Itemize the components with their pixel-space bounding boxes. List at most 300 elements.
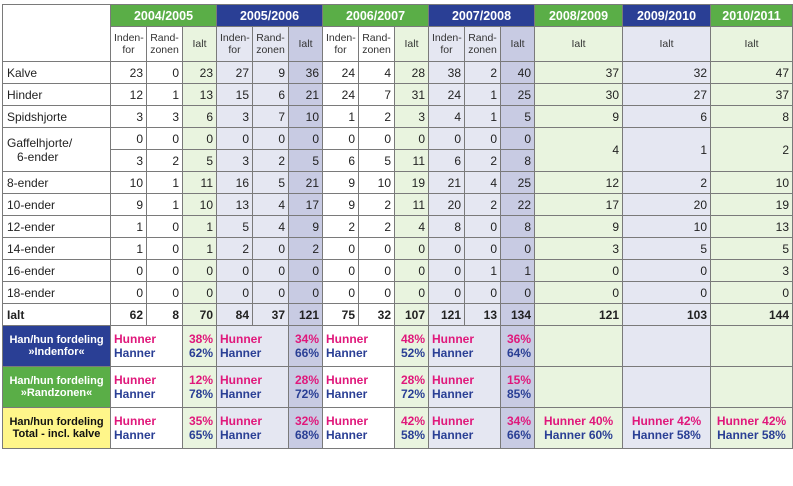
table-cell: 13: [217, 194, 253, 216]
distribution-label-line1: Han/hun fordeling: [9, 416, 104, 428]
table-cell: 62: [111, 304, 147, 326]
table-cell: 0: [289, 128, 323, 150]
table-cell: 0: [253, 282, 289, 304]
table-cell: 2: [623, 172, 711, 194]
table-cell: 0: [289, 260, 323, 282]
sub-header-ialt: Ialt: [711, 27, 793, 62]
hunner-percent: 32%: [294, 414, 319, 428]
table-cell: 5: [501, 106, 535, 128]
late-hunner: Hunner 40%: [543, 414, 614, 428]
table-cell: 23: [183, 62, 217, 84]
late-hunner: Hunner 42%: [716, 414, 787, 428]
table-cell: 17: [289, 194, 323, 216]
table-cell: 21: [429, 172, 465, 194]
table-cell: 4: [359, 62, 395, 84]
hunner-percent: 28%: [400, 373, 425, 387]
season-header: 2010/2011: [711, 5, 793, 27]
distribution-row-randzonen: [3, 367, 793, 408]
table-cell: 12: [111, 84, 147, 106]
table-cell: 0: [183, 128, 217, 150]
hanner-label: Hanner: [220, 387, 262, 401]
table-cell: 10: [289, 106, 323, 128]
table-cell: 10: [183, 194, 217, 216]
row-label: 12-ender: [3, 216, 111, 238]
sex-percent-cell: [501, 367, 535, 408]
table-cell: 0: [323, 238, 359, 260]
hanner-label: Hanner: [114, 387, 156, 401]
table-cell: 6: [253, 84, 289, 106]
table-cell: 19: [395, 172, 429, 194]
table-cell: 5: [359, 150, 395, 172]
sub-header-ialt: Ialt: [501, 27, 535, 62]
table-cell: 25: [501, 172, 535, 194]
hanner-percent: 72%: [294, 387, 319, 401]
table-cell: 1: [623, 128, 711, 172]
sex-label-cell: [429, 367, 501, 408]
table-cell: 0: [465, 128, 501, 150]
table-cell: 9: [535, 216, 623, 238]
table-cell: 2: [217, 238, 253, 260]
season-header: 2004/2005: [111, 5, 217, 27]
table-cell: 13: [711, 216, 793, 238]
table-cell: 13: [465, 304, 501, 326]
row-label: 16-ender: [3, 260, 111, 282]
table-cell: 9: [535, 106, 623, 128]
hanner-label: Hanner: [432, 428, 474, 442]
table-cell: 8: [429, 216, 465, 238]
hunner-percent: 34%: [294, 332, 319, 346]
hanner-label: Hanner: [114, 428, 156, 442]
table-cell: 0: [395, 260, 429, 282]
sub-header-randzonen: Rand- zonen: [147, 27, 183, 62]
table-cell: 5: [183, 150, 217, 172]
row-label: 14-ender: [3, 238, 111, 260]
hanner-label: Hanner: [326, 346, 368, 360]
hanner-percent: 58%: [400, 428, 425, 442]
season-header: 2009/2010: [623, 5, 711, 27]
sex-percent-cell: [395, 408, 429, 449]
table-cell: 0: [395, 238, 429, 260]
hanner-percent: 65%: [188, 428, 213, 442]
table-cell: 144: [711, 304, 793, 326]
table-cell: 1: [183, 216, 217, 238]
table-cell: 0: [359, 282, 395, 304]
table-cell: 0: [623, 282, 711, 304]
hanner-label: Hanner: [432, 387, 474, 401]
table-cell: 2: [465, 150, 501, 172]
sex-label-cell: [111, 367, 183, 408]
sex-percent-cell: [395, 367, 429, 408]
table-cell: 12: [535, 172, 623, 194]
table-cell: 0: [183, 282, 217, 304]
table-cell: 0: [395, 282, 429, 304]
table-cell: 5: [217, 216, 253, 238]
sub-header-indenfor: Inden- for: [217, 27, 253, 62]
sex-label-cell: [429, 408, 501, 449]
hunner-label: Hunner: [114, 373, 156, 387]
table-cell: 0: [429, 238, 465, 260]
table-cell: 3: [711, 260, 793, 282]
hunner-label: Hunner: [326, 373, 368, 387]
hanner-label: Hanner: [114, 346, 156, 360]
sex-percent-cell: [395, 326, 429, 367]
sex-label-cell: [111, 326, 183, 367]
hunner-label: Hunner: [220, 373, 262, 387]
sex-label-cell: [217, 408, 289, 449]
hunner-label: Hunner: [432, 414, 474, 428]
table-cell: 0: [289, 282, 323, 304]
table-cell: 0: [429, 128, 465, 150]
table-row: [3, 128, 793, 150]
season-header: 2007/2008: [429, 5, 535, 27]
hunner-percent: 15%: [506, 373, 531, 387]
distribution-label: [3, 326, 111, 367]
table-cell: 0: [217, 282, 253, 304]
sub-header-ialt: Ialt: [623, 27, 711, 62]
table-cell: 0: [147, 128, 183, 150]
sex-percent-cell: [289, 326, 323, 367]
row-label: Spidshjorte: [3, 106, 111, 128]
table-cell: 0: [323, 260, 359, 282]
table-cell: 9: [323, 194, 359, 216]
table-cell: 23: [111, 62, 147, 84]
table-cell: 0: [623, 260, 711, 282]
table-cell: 0: [253, 238, 289, 260]
row-label-line1: Gaffelhjorte/: [7, 135, 73, 150]
table-cell: 9: [253, 62, 289, 84]
hunner-label: Hunner: [114, 414, 156, 428]
season-header-row: [3, 5, 793, 27]
hunner-percent: 36%: [506, 332, 531, 346]
table-cell: 1: [465, 106, 501, 128]
hanner-label: Hanner: [326, 428, 368, 442]
distribution-row-total: [3, 408, 793, 449]
sub-header-ialt: Ialt: [183, 27, 217, 62]
late-hanner: Hanner 58%: [632, 428, 701, 442]
table-cell: 8: [501, 150, 535, 172]
table-cell: 121: [429, 304, 465, 326]
late-hunner: Hunner 42%: [631, 414, 702, 428]
table-cell: 27: [623, 84, 711, 106]
table-cell: 3: [535, 238, 623, 260]
table-row: [3, 84, 793, 106]
table-cell: 5: [253, 172, 289, 194]
table-cell: 2: [289, 238, 323, 260]
table-cell: 1: [323, 106, 359, 128]
row-label: Ialt: [3, 304, 111, 326]
sub-header-ialt: Ialt: [535, 27, 623, 62]
sub-header-indenfor: Inden- for: [429, 27, 465, 62]
table-cell: 107: [395, 304, 429, 326]
late-distribution-cell: [535, 367, 623, 408]
sex-percent-cell: [501, 408, 535, 449]
hunner-label: Hunner: [220, 332, 262, 346]
sex-percent-cell: [183, 408, 217, 449]
hanner-percent: 68%: [294, 428, 319, 442]
late-distribution-cell: [623, 326, 711, 367]
table-cell: 0: [323, 282, 359, 304]
sub-header-randzonen: Rand- zonen: [465, 27, 501, 62]
table-cell: 0: [465, 238, 501, 260]
hunner-label: Hunner: [220, 414, 262, 428]
season-header: 2005/2006: [217, 5, 323, 27]
row-label: 10-ender: [3, 194, 111, 216]
table-cell: 6: [183, 106, 217, 128]
late-distribution-cell: [623, 367, 711, 408]
hunner-percent: 12%: [188, 373, 213, 387]
table-cell: 3: [395, 106, 429, 128]
table-cell: 3: [217, 106, 253, 128]
table-cell: 20: [623, 194, 711, 216]
distribution-label-line2: »Randzonen«: [20, 387, 93, 399]
table-cell: 30: [535, 84, 623, 106]
table-cell: 4: [465, 172, 501, 194]
hanner-percent: 52%: [400, 346, 425, 360]
table-cell: 2: [359, 194, 395, 216]
hunner-label: Hunner: [114, 332, 156, 346]
table-row: [3, 304, 793, 326]
table-cell: 22: [501, 194, 535, 216]
table-cell: 31: [395, 84, 429, 106]
late-distribution-cell: [711, 367, 793, 408]
table-row: [3, 260, 793, 282]
distribution-row-indenfor: [3, 326, 793, 367]
table-cell: 2: [711, 128, 793, 172]
late-hanner: Hanner 58%: [717, 428, 786, 442]
row-label: 18-ender: [3, 282, 111, 304]
hanner-label: Hanner: [220, 346, 262, 360]
sex-percent-cell: [289, 408, 323, 449]
table-cell: 2: [147, 150, 183, 172]
sex-label-cell: [323, 367, 395, 408]
table-cell: 1: [465, 260, 501, 282]
table-cell: 28: [395, 62, 429, 84]
table-cell: 4: [395, 216, 429, 238]
hunner-percent: 34%: [506, 414, 531, 428]
table-cell: 121: [535, 304, 623, 326]
hunner-percent: 42%: [400, 414, 425, 428]
table-cell: 2: [359, 106, 395, 128]
table-cell: 121: [289, 304, 323, 326]
table-cell: 8: [711, 106, 793, 128]
table-cell: 21: [289, 172, 323, 194]
table-cell: 0: [535, 282, 623, 304]
table-row: [3, 194, 793, 216]
table-cell: 2: [359, 216, 395, 238]
late-distribution-cell: [711, 326, 793, 367]
table-cell: 36: [289, 62, 323, 84]
late-distribution-cell: [535, 408, 623, 449]
late-distribution-cell: [535, 326, 623, 367]
sex-label-cell: [217, 326, 289, 367]
row-label: Kalve: [3, 62, 111, 84]
table-cell: 0: [501, 282, 535, 304]
corner-cell: [3, 27, 111, 62]
table-cell: 0: [217, 260, 253, 282]
late-distribution-cell: [623, 408, 711, 449]
table-cell: 11: [395, 150, 429, 172]
table-cell: 37: [253, 304, 289, 326]
table-cell: 5: [623, 238, 711, 260]
table-cell: 0: [359, 238, 395, 260]
sub-header-indenfor: Inden- for: [323, 27, 359, 62]
hunner-label: Hunner: [326, 332, 368, 346]
hanner-percent: 66%: [294, 346, 319, 360]
table-row: [3, 238, 793, 260]
sub-header-indenfor: Inden- for: [111, 27, 147, 62]
table-cell: 24: [323, 84, 359, 106]
table-cell: 2: [465, 194, 501, 216]
row-label: 8-ender: [3, 172, 111, 194]
table-cell: 1: [501, 260, 535, 282]
table-cell: 1: [147, 172, 183, 194]
table-cell: 0: [147, 260, 183, 282]
table-cell: 4: [429, 106, 465, 128]
late-distribution-cell: [711, 408, 793, 449]
sex-label-cell: [111, 408, 183, 449]
table-cell: 4: [253, 216, 289, 238]
table-cell: 10: [711, 172, 793, 194]
table-cell: 16: [217, 172, 253, 194]
table-cell: 1: [465, 84, 501, 106]
table-cell: 134: [501, 304, 535, 326]
table-cell: 75: [323, 304, 359, 326]
sub-header-row: [3, 27, 793, 62]
table-cell: 13: [183, 84, 217, 106]
sub-header-randzonen: Rand- zonen: [253, 27, 289, 62]
table-cell: 0: [111, 128, 147, 150]
table-cell: 6: [429, 150, 465, 172]
table-cell: 7: [359, 84, 395, 106]
table-cell: 32: [359, 304, 395, 326]
table-cell: 0: [465, 216, 501, 238]
table-cell: 4: [253, 194, 289, 216]
table-cell: 27: [217, 62, 253, 84]
table-cell: 37: [711, 84, 793, 106]
hanner-percent: 72%: [400, 387, 425, 401]
table-cell: 1: [111, 216, 147, 238]
row-label: Hinder: [3, 84, 111, 106]
table-cell: 1: [147, 84, 183, 106]
table-cell: 24: [429, 84, 465, 106]
table-cell: 40: [501, 62, 535, 84]
table-cell: 0: [323, 128, 359, 150]
table-row: [3, 106, 793, 128]
table-cell: 9: [323, 172, 359, 194]
sex-label-cell: [323, 326, 395, 367]
table-cell: 0: [217, 128, 253, 150]
table-cell: 3: [217, 150, 253, 172]
distribution-label-line1: Han/hun fordeling: [9, 375, 104, 387]
hanner-percent: 64%: [506, 346, 531, 360]
late-hanner: Hanner 60%: [544, 428, 613, 442]
row-label-line2: 6-ender: [17, 149, 59, 164]
table-row: [3, 62, 793, 84]
hanner-percent: 85%: [506, 387, 531, 401]
table-cell: 84: [217, 304, 253, 326]
table-cell: 0: [183, 260, 217, 282]
hunner-percent: 48%: [400, 332, 425, 346]
table-cell: 7: [253, 106, 289, 128]
table-cell: 0: [535, 260, 623, 282]
table-cell: 0: [253, 260, 289, 282]
sex-percent-cell: [501, 326, 535, 367]
table-cell: 0: [429, 282, 465, 304]
table-cell: 5: [289, 150, 323, 172]
hunner-percent: 35%: [188, 414, 213, 428]
corner-cell: [3, 5, 111, 27]
hanner-percent: 62%: [188, 346, 213, 360]
hanner-label: Hanner: [220, 428, 262, 442]
table-cell: 6: [623, 106, 711, 128]
table-cell: 1: [147, 194, 183, 216]
hunner-label: Hunner: [432, 373, 474, 387]
sex-percent-cell: [183, 326, 217, 367]
table-row: [3, 216, 793, 238]
sex-percent-cell: [289, 367, 323, 408]
hunner-percent: 38%: [188, 332, 213, 346]
sex-label-cell: [429, 326, 501, 367]
table-cell: 0: [711, 282, 793, 304]
table-cell: 10: [623, 216, 711, 238]
distribution-label-line2: Total - incl. kalve: [12, 428, 101, 440]
table-cell: 4: [535, 128, 623, 172]
row-label: [3, 128, 111, 172]
table-cell: 11: [183, 172, 217, 194]
table-cell: 37: [535, 62, 623, 84]
table-cell: 0: [359, 260, 395, 282]
hanner-percent: 66%: [506, 428, 531, 442]
table-cell: 0: [465, 282, 501, 304]
table-cell: 15: [217, 84, 253, 106]
table-cell: 11: [395, 194, 429, 216]
sex-label-cell: [217, 367, 289, 408]
table-cell: 20: [429, 194, 465, 216]
sub-header-ialt: Ialt: [395, 27, 429, 62]
table-cell: 19: [711, 194, 793, 216]
table-cell: 25: [501, 84, 535, 106]
table-cell: 10: [111, 172, 147, 194]
table-cell: 0: [147, 282, 183, 304]
table-cell: 1: [111, 238, 147, 260]
table-cell: 0: [147, 216, 183, 238]
table-row: [3, 172, 793, 194]
table-cell: 3: [147, 106, 183, 128]
table-cell: 8: [501, 216, 535, 238]
table-cell: 0: [253, 128, 289, 150]
hanner-percent: 78%: [188, 387, 213, 401]
table-cell: 38: [429, 62, 465, 84]
table-cell: 9: [289, 216, 323, 238]
table-cell: 3: [111, 106, 147, 128]
table-cell: 2: [253, 150, 289, 172]
table-cell: 47: [711, 62, 793, 84]
season-header: 2008/2009: [535, 5, 623, 27]
table-cell: 0: [147, 238, 183, 260]
table-cell: 70: [183, 304, 217, 326]
table-cell: 0: [147, 62, 183, 84]
distribution-label-line2: »Indenfor«: [28, 346, 85, 358]
table-cell: 5: [711, 238, 793, 260]
table-cell: 0: [429, 260, 465, 282]
sex-label-cell: [323, 408, 395, 449]
table-cell: 1: [183, 238, 217, 260]
hanner-label: Hanner: [326, 387, 368, 401]
table-cell: 0: [111, 282, 147, 304]
hunner-label: Hunner: [326, 414, 368, 428]
table-cell: 103: [623, 304, 711, 326]
table-cell: 2: [323, 216, 359, 238]
